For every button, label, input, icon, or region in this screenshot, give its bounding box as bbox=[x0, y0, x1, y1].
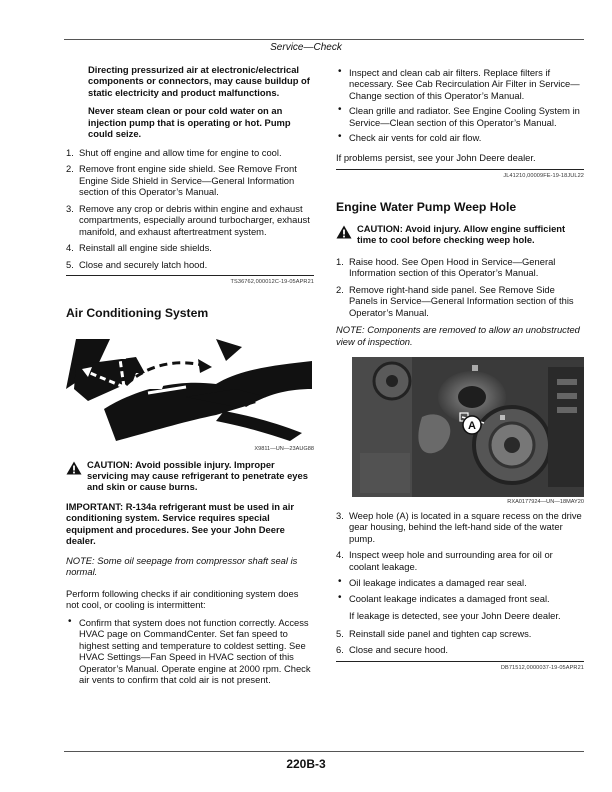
page-number: 220B-3 bbox=[286, 757, 326, 771]
caution-text: CAUTION: Avoid injury. Allow engine sufficient time to cool before checking weep hole. bbox=[357, 222, 566, 246]
step-item: 1. Shut off engine and allow time for engine to cool. bbox=[66, 146, 282, 158]
section-title: Engine Water Pump Weep Hole bbox=[336, 200, 517, 215]
note-text: NOTE: Components are removed to allow an unobstructed view of inspection. bbox=[336, 324, 580, 347]
reference-code: TS36762,000012C-19-05APR21 bbox=[66, 275, 314, 286]
step-list bbox=[336, 628, 584, 656]
bullet-text: Clean grille and radiator. See Engine Cooling System in Service—Clean section of this Operator’s Manual. bbox=[349, 105, 580, 128]
bullet-list bbox=[336, 67, 584, 144]
leak-text: If leakage is detected, see your John Deere dealer. bbox=[349, 610, 561, 622]
step-item: 3. Weep hole (A) is located in a square recess on the drive gear housing, behind the left-hand side of the water pump. bbox=[336, 510, 582, 544]
dealer-text: If problems persist, see your John Deere dealer. bbox=[336, 151, 536, 163]
step-item: 6. Close and secure hood. bbox=[336, 644, 449, 656]
step-text: Close and securely latch hood. bbox=[79, 258, 208, 270]
section-title: Air Conditioning System bbox=[66, 305, 209, 320]
step-item: 2. Remove front engine side shield. See Remove Front Engine Side Shield in Service—General Information section of this Operator’s Manual. bbox=[66, 163, 297, 198]
bullet-text: Inspect and clean cab air filters. Replace filters if necessary. See Cab Recirculation Air Filter in Service—Change section of this Operator’s Manual. bbox=[349, 67, 580, 101]
bullet-list bbox=[66, 617, 314, 686]
step-item: 4. Reinstall all engine side shields. bbox=[66, 242, 212, 254]
step-text: Raise hood. See Open Hood in Service—General Information section of this Operator’s Manual. bbox=[349, 255, 556, 279]
step-text: Weep hole (A) is located in a square recess on the drive gear housing, behind the left-hand side of the water pump. bbox=[349, 510, 582, 544]
step-text: Reinstall side panel and tighten cap screws. bbox=[349, 627, 532, 639]
step-text: Reinstall all engine side shields. bbox=[79, 242, 212, 254]
right-column bbox=[336, 67, 584, 672]
step-text: Remove front engine side shield. See Remove Front Engine Side Shield in Service—General Information section of this Operator’s Manual. bbox=[79, 163, 297, 198]
step-item: 2. Remove right-hand side panel. See Remove Side Panels in Service—General Information section of this Operator’s Manual. bbox=[336, 283, 574, 318]
step-item: 5. Reinstall side panel and tighten cap screws. bbox=[336, 627, 532, 639]
reference-code: JL41210,00009FE-19-18JUL22 bbox=[336, 169, 584, 180]
callout-a-label: A bbox=[468, 420, 476, 433]
step-item: 5. Close and securely latch hood. bbox=[66, 258, 208, 270]
step-list bbox=[66, 147, 314, 270]
step-item: 3. Remove any crop or debris within engine and exhaust compartments, especially around turbocharger, exhaust manifold, and exhaust aftertreatment system. bbox=[66, 202, 310, 237]
caution-line: Never steam clean or pour cold water on an injection pump that is operating or hot. Pump could seize. bbox=[88, 105, 291, 140]
step-text: Close and secure hood. bbox=[349, 644, 449, 656]
running-head: Service—Check bbox=[270, 42, 342, 53]
step-text: Remove right-hand side panel. See Remove Side Panels in Service—General Information section of this Operator’s Manual. bbox=[349, 283, 574, 318]
left-column bbox=[66, 64, 314, 690]
bullet-text: Confirm that system does not function correctly. Access HVAC page on CommandCenter. Set fan speed to highest setting and temperature to coldest setting. See HVAC Settings—Fan Speed in HVAC section of this Operator’s Manual. Operate engine at 2000 rpm. Check air vents to confirm that cold air is not present. bbox=[79, 616, 311, 686]
caution-line: Directing pressurized air at electronic/electrical components or connectors, may cause buildup of static electricity and product malfunctions. bbox=[88, 64, 310, 98]
spray-hand-icon bbox=[66, 329, 312, 443]
caution-notice bbox=[336, 223, 584, 246]
bullet-text: Coolant leakage indicates a damaged front seal. bbox=[349, 592, 550, 604]
bullet-item: • Coolant leakage indicates a damaged front seal. bbox=[338, 591, 550, 604]
bullet-item: • Oil leakage indicates a damaged rear seal. bbox=[338, 576, 527, 589]
footer-rule bbox=[64, 751, 584, 752]
step-text: Shut off engine and allow time for engine to cool. bbox=[79, 146, 282, 158]
intro-text: Perform following checks if air conditioning system does not cool, or cooling is intermittent: bbox=[66, 587, 299, 611]
note-text: NOTE: Some oil seepage from compressor shaft seal is normal. bbox=[66, 554, 298, 578]
water-pump-photo-icon bbox=[352, 357, 584, 497]
step-text: Inspect weep hole and surrounding area for oil or coolant leakage. bbox=[349, 549, 553, 572]
engine-photo bbox=[352, 357, 584, 497]
figure-caption: RXA0177924—UN—18MAY20 bbox=[507, 499, 584, 506]
important-notice: IMPORTANT: R-134a refrigerant must be used in air conditioning system. Service requires special equipment and procedures. See your John Deere dealer. bbox=[66, 500, 294, 547]
bullet-item: • Check air vents for cold air flow. bbox=[338, 131, 482, 144]
step-item: 4. Inspect weep hole and surrounding area for oil or coolant leakage. bbox=[336, 549, 553, 572]
header-rule bbox=[64, 39, 584, 40]
step-list bbox=[336, 510, 584, 572]
figure-caption: X9811—UN—23AUG88 bbox=[254, 445, 314, 452]
bullet-item: • Clean grille and radiator. See Engine Cooling System in Service—Clean section of this Operator’s Manual. bbox=[338, 104, 580, 128]
warning-triangle-icon bbox=[336, 225, 352, 239]
step-item: 1. Raise hood. See Open Hood in Service—General Information section of this Operator’s Manual. bbox=[336, 255, 556, 279]
caution-notice bbox=[66, 459, 314, 493]
bullet-item: • Confirm that system does not function correctly. Access HVAC page on CommandCenter. Set fan speed to highest setting and temperature to coldest setting. See HVAC Settings—Fan Speed in HVAC section of this Operator’s Manual. Operate engine at 2000 rpm. Check air vents to confirm that cold air is not present. bbox=[68, 615, 311, 686]
caution-text: CAUTION: Avoid possible injury. Improper servicing may cause refrigerant to penetrate eyes and skin or cause burns. bbox=[87, 458, 308, 493]
step-list bbox=[336, 256, 584, 318]
caution-block bbox=[66, 64, 314, 140]
step-text: Remove any crop or debris within engine and exhaust compartments, especially around turbocharger, exhaust manifold, and exhaust aftertreatment system. bbox=[79, 202, 310, 237]
reference-code: DB71512,0000037-19-05APR21 bbox=[336, 661, 584, 672]
warning-triangle-icon bbox=[66, 461, 82, 475]
refrigerant-warning-illustration bbox=[66, 329, 312, 443]
bullet-text: Check air vents for cold air flow. bbox=[349, 132, 482, 144]
bullet-text: Oil leakage indicates a damaged rear seal. bbox=[349, 577, 527, 589]
sub-bullet-list bbox=[336, 577, 584, 604]
bullet-item: • Inspect and clean cab air filters. Replace filters if necessary. See Cab Recirculation Air Filter in Service—Change section of this Operator’s Manual. bbox=[338, 66, 580, 101]
